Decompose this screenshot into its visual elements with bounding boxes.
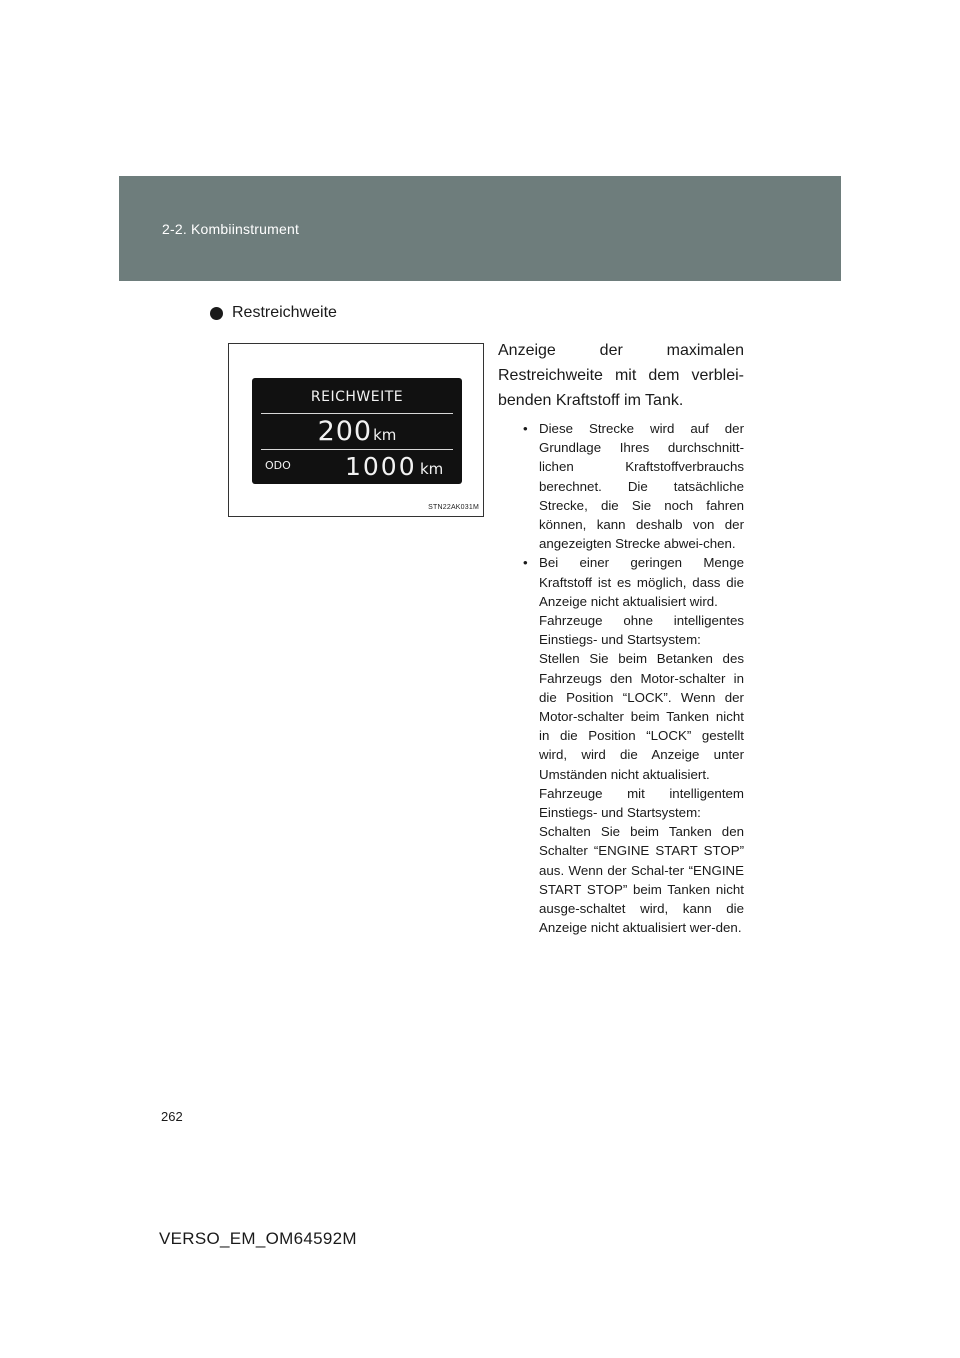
list-item [523,553,744,937]
odo-unit: km [420,460,444,478]
range-value: 200 [317,416,373,447]
bullet-dot: • [523,421,528,436]
range-readout [252,416,462,447]
manual-code: VERSO_EM_OM64592M [159,1229,357,1248]
list-item-text: Fahrzeuge ohne intelligentes Einstiegs- und Startsystem: [539,613,744,648]
list-item-text: Diese Strecke wird auf der Grundlage Ihres durchschnitt-lichen Kraftstoffverbrauchs berechnet. Die tatsächliche Strecke, die Sie noch fahren können, kann deshalb von der angezeigten Strecke abwei-chen. [539,421,744,552]
odo-value: 1000 [345,452,417,481]
bullet-dot: • [523,555,528,571]
section-title: 2-2. Kombiinstrument [162,221,300,237]
note-list [523,419,744,937]
display-title: REICHWEITE [310,389,404,405]
page-number: 262 [161,1109,183,1124]
subheading-label: Restreichweite [232,304,337,321]
list-item-text: Stellen Sie beim Betanken des Fahrzeugs den Motor-schalter in die Position “LOCK”. Wenn der Motor-schalter beim Tanken nicht in die Position “LOCK” gestellt wird, wird die Anzeige unter Umständen nicht aktualisiert. [539,651,744,782]
figure-code: STN22AK031M [428,504,479,511]
filled-circle-icon [210,307,223,320]
list-item-text: Fahrzeuge mit intelligentem Einstiegs- und Startsystem: [539,785,744,821]
list-item [523,419,744,553]
list-item-text: Schalten Sie beim Tanken den Schalter “ENGINE START STOP” aus. Wenn der Schal-ter “ENGINE START STOP” beim Tanken nicht ausge-schaltet wird, kann die Anzeige nicht aktualisiert wer-den. [539,824,744,936]
instrument-display [252,378,462,484]
list-item-text: Bei einer geringen Menge Kraftstoff ist es möglich, dass die Anzeige nicht aktualisiert wird. [539,555,744,609]
odo-label: ODO [265,459,291,472]
range-display-figure [228,343,484,517]
display-divider [261,449,453,450]
display-divider [261,413,453,414]
intro-paragraph: Anzeige der maximalen Restreichweite mit dem verblei-benden Kraftstoff im Tank. [498,342,744,409]
section-header-band [119,176,841,281]
subheading [210,304,337,322]
range-unit: km [373,426,397,444]
